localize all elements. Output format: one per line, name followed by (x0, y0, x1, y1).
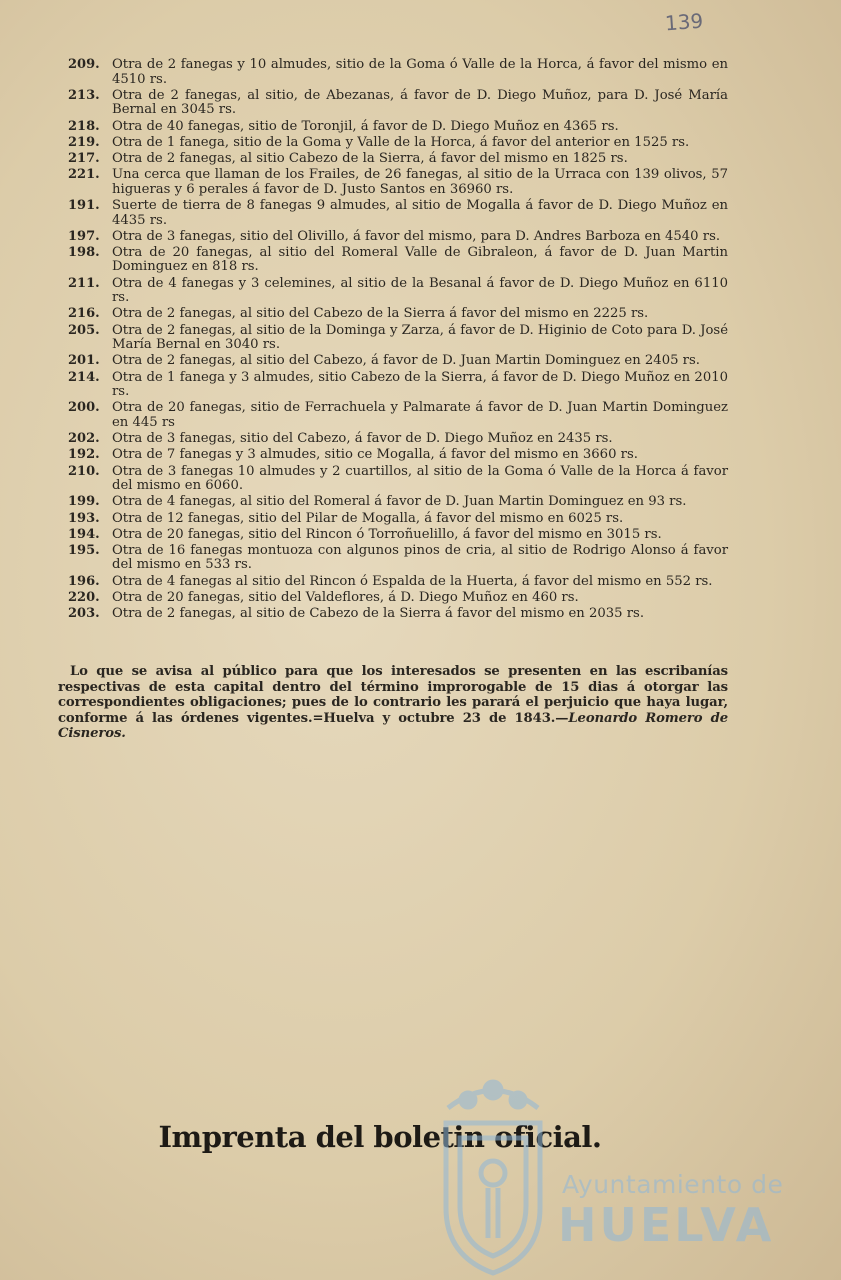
entry-number: 199. (68, 494, 100, 510)
entry-text: Otra de 20 fanegas, sitio de Ferrachuela y Palmarate á favor de D. Juan Martin Dominguez en 445 rs (112, 400, 728, 430)
entry-text: Otra de 40 fanegas, sitio de Toronjil, á favor de D. Diego Muñoz en 4365 rs. (112, 118, 619, 134)
watermark-line1: Ayuntamiento de (562, 1170, 784, 1199)
entry-row (68, 324, 728, 353)
entry-number: 193. (68, 510, 100, 526)
entry-number: 211. (68, 275, 100, 291)
entry-number: 218. (68, 118, 100, 134)
entry-row (68, 136, 728, 151)
entry-text: Otra de 2 fanegas, al sitio, de Abezanas, á favor de D. Diego Muñoz, para D. José María Bernal en 3045 rs. (112, 87, 728, 118)
closing-notice (58, 664, 728, 742)
entry-text: Suerte de tierra de 8 fanegas 9 almudes, al sitio de Mogalla á favor de D. Diego Muñoz en 4435 rs. (112, 197, 728, 228)
entry-row (68, 544, 728, 573)
entry-row (68, 401, 728, 430)
entry-number: 216. (68, 306, 100, 322)
entry-row (68, 89, 728, 118)
entry-number: 221. (68, 167, 100, 183)
entry-text: Otra de 2 fanegas, al sitio de la Dominga y Zarza, á favor de D. Higinio de Coto para D. José María Bernal en 3040 rs. (112, 322, 728, 353)
entry-text: Otra de 4 fanegas al sitio del Rincon ó Espalda de la Huerta, á favor del mismo en 552 rs. (112, 573, 713, 589)
entry-row (68, 575, 728, 590)
entry-row (68, 495, 728, 510)
watermark-line2: HUELVA (558, 1198, 775, 1252)
entry-number: 196. (68, 573, 100, 589)
entry-row (68, 58, 728, 87)
entry-text: Otra de 3 fanegas, sitio del Olivillo, á favor del mismo, para D. Andres Barboza en 4540 rs. (112, 228, 721, 244)
entry-row (68, 465, 728, 494)
ayuntamiento-watermark (428, 1078, 828, 1278)
entry-text: Otra de 20 fanegas, sitio del Valdeflores, á D. Diego Muñoz en 460 rs. (112, 589, 579, 605)
entry-text: Otra de 3 fanegas, sitio del Cabezo, á favor de D. Diego Muñoz en 2435 rs. (112, 431, 613, 447)
notice-text: Lo que se avisa al público para que los interesados se presenten en las escribanías respectivas de esta capital dentro del término improrogable de 15 dias á otorgar las correspondientes obligaciones; pues de lo contrario les parará el perjuicio que haya lugar, conforme á las órdenes vigentes.=Huelva y octubre 23 de 1843.— (58, 664, 728, 726)
entry-text: Otra de 2 fanegas y 10 almudes, sitio de la Goma ó Valle de la Horca, á favor del mismo en 4510 rs. (112, 57, 728, 87)
entry-row (68, 591, 728, 606)
entry-row (68, 371, 728, 400)
entry-number: 209. (68, 57, 100, 72)
entry-row (68, 607, 728, 622)
entry-text: Otra de 20 fanegas, al sitio del Romeral Valle de Gibraleon, á favor de D. Juan Martin Dominguez en 818 rs. (112, 244, 728, 275)
entry-text: Otra de 1 fanega y 3 almudes, sitio Cabezo de la Sierra, á favor de D. Diego Muñoz en 2010 rs. (112, 369, 728, 400)
entry-text: Otra de 2 fanegas, al sitio del Cabezo, á favor de D. Juan Martin Dominguez en 2405 rs. (112, 353, 700, 369)
entry-text: Otra de 4 fanegas, al sitio del Romeral á favor de D. Juan Martin Dominguez en 93 rs. (112, 494, 687, 510)
entry-row (68, 432, 728, 447)
entry-number: 200. (68, 400, 100, 416)
entry-number: 192. (68, 447, 100, 463)
entry-row (68, 199, 728, 228)
imprint-line: Imprenta del boletin oficial. (158, 1120, 602, 1154)
coat-of-arms-icon (428, 1078, 558, 1278)
entry-row (68, 354, 728, 369)
entry-number: 210. (68, 463, 100, 479)
entry-number: 203. (68, 606, 100, 622)
entry-row (68, 512, 728, 527)
entry-text: Otra de 16 fanegas montuoza con algunos pinos de cria, al sitio de Rodrigo Alonso á favor del mismo en 533 rs. (112, 542, 728, 573)
page-number: 139 (664, 8, 704, 36)
entry-text: Otra de 7 fanegas y 3 almudes, sitio ce Mogalla, á favor del mismo en 3660 rs. (112, 447, 638, 463)
entry-text: Otra de 12 fanegas, sitio del Pilar de Mogalla, á favor del mismo en 6025 rs. (112, 510, 624, 526)
entry-row (68, 246, 728, 275)
entry-text: Otra de 4 fanegas y 3 celemines, al sitio de la Besanal á favor de D. Diego Muñoz en 6110 rs. (112, 275, 728, 306)
entry-text: Otra de 2 fanegas, al sitio Cabezo de la Sierra, á favor del mismo en 1825 rs. (112, 150, 628, 166)
entry-number: 195. (68, 542, 100, 558)
entry-number: 201. (68, 353, 100, 369)
entry-number: 217. (68, 150, 100, 166)
entry-number: 220. (68, 589, 100, 605)
entry-number: 219. (68, 134, 100, 150)
entry-number: 205. (68, 322, 100, 338)
entry-text: Una cerca que llaman de los Frailes, de 26 fanegas, al sitio de la Urraca con 139 olivos, 57 higueras y 6 perales á favor de D. Justo Santos en 36960 rs. (112, 167, 728, 197)
signature: Leonardo Romero de Cisneros. (58, 710, 728, 741)
entry-text: Otra de 20 fanegas, sitio del Rincon ó Torroñuelillo, á favor del mismo en 3015 rs. (112, 526, 662, 542)
entry-number: 194. (68, 526, 100, 542)
entry-number: 197. (68, 228, 100, 244)
entry-row (68, 230, 728, 245)
entry-number: 213. (68, 87, 100, 103)
entry-number: 198. (68, 244, 100, 260)
entry-row (68, 448, 728, 463)
entry-list (68, 58, 728, 623)
entry-row (68, 120, 728, 135)
entry-text: Otra de 2 fanegas, al sitio de Cabezo de la Sierra á favor del mismo en 2035 rs. (112, 606, 645, 622)
entry-number: 214. (68, 369, 100, 385)
entry-text: Otra de 3 fanegas 10 almudes y 2 cuartillos, al sitio de la Goma ó Valle de la Horca á favor del mismo en 6060. (112, 463, 728, 494)
entry-row (68, 152, 728, 167)
entry-row (68, 307, 728, 322)
entry-row (68, 168, 728, 197)
entry-text: Otra de 1 fanega, sitio de la Goma y Valle de la Horca, á favor del anterior en 1525 rs. (112, 134, 690, 150)
entry-text: Otra de 2 fanegas, al sitio del Cabezo de la Sierra á favor del mismo en 2225 rs. (112, 306, 649, 322)
entry-row (68, 528, 728, 543)
entry-number: 202. (68, 431, 100, 447)
entry-number: 191. (68, 197, 100, 213)
entry-row (68, 277, 728, 306)
